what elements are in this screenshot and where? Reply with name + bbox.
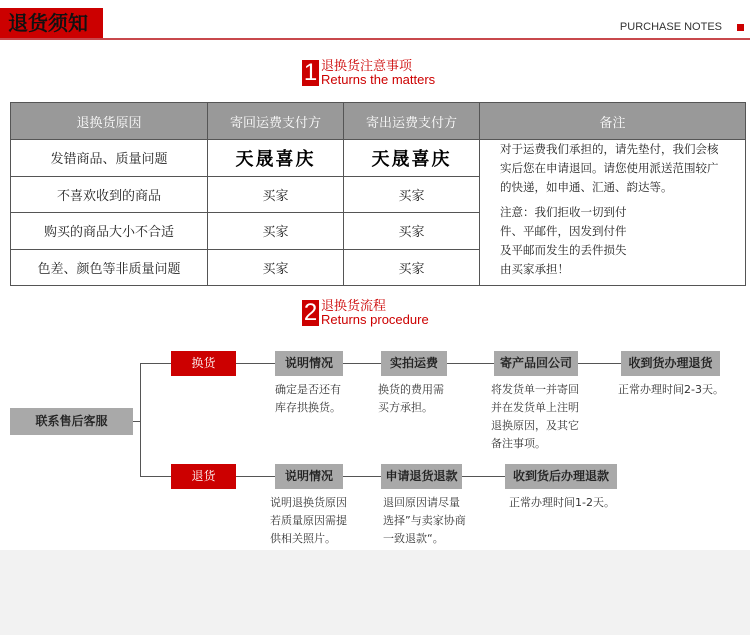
return-payer-cell: 买家 [208,213,344,250]
col-header: 退换货原因 [11,103,208,140]
step-box: 说明情况 [275,464,343,489]
page-title: 退货须知 [0,8,103,39]
table-row [11,140,746,177]
return-payer-cell: 买家 [208,176,344,213]
step-desc: 说明退换货原因若质量原因需提供相关照片。 [270,496,347,545]
send-payer-cell: 买家 [344,249,480,286]
reason-cell: 购买的商品大小不合适 [11,213,208,250]
send-payer-cell: 天晟喜庆 [344,140,480,177]
send-payer-cell: 买家 [344,213,480,250]
step-box: 实拍运费 [381,351,447,376]
footer-area [0,550,750,635]
return-payer-cell: 买家 [208,249,344,286]
send-payer-cell: 买家 [344,176,480,213]
section-title-en: Returns the matters [321,72,436,87]
purchase-notes-label: PURCHASE NOTES [619,21,722,33]
step-desc: 正常办理时间1-2天。 [509,496,615,509]
step-desc: 确定是否还有库存拱换货。 [275,383,341,414]
col-header: 寄出运费支付方 [344,103,480,140]
section-title-en: Returns procedure [321,312,429,327]
section-title-cn: 退换货流程 [321,298,387,313]
section-number: 2 [303,299,318,326]
exchange-box: 换货 [171,351,236,376]
section-number: 1 [303,59,318,86]
step-desc: 退回原因请尽量选择”与卖家协商一致退款“。 [383,496,466,545]
square-icon [737,24,744,31]
step-box: 说明情况 [275,351,343,376]
header-divider [0,38,750,40]
returns-table [10,102,746,286]
reason-cell: 发错商品、质量问题 [11,140,208,177]
step-desc: 将发货单一并寄回并在发货单上注明退换原因，及其它备注事项。 [491,383,579,450]
step-box: 收到货后办理退款 [505,464,617,489]
reason-cell: 不喜欢收到的商品 [11,176,208,213]
notes-cell [480,140,746,286]
contact-service-box: 联系售后客服 [10,408,133,435]
step-box: 申请退货退款 [381,464,462,489]
connector-line [140,363,141,477]
table-header-row [11,103,746,140]
reason-cell: 色差、颜色等非质量问题 [11,249,208,286]
col-header: 寄回运费支付方 [208,103,344,140]
note-text: 对于运费我们承担的，请先垫付，我们会核实后您在申请退回。请您使用派送范围较广的快递，如申通、汇通、韵达等。 [500,142,719,194]
col-header: 备注 [480,103,746,140]
section-2-heading [302,299,429,327]
step-desc: 正常办理时间2-3天。 [618,383,724,396]
step-box: 收到货办理退货 [621,351,720,376]
step-box: 寄产品回公司 [494,351,578,376]
note-warning: 注意：我们拒收一切到付件、平邮件，因发到付件及平邮而发生的丢件损失由买家承担！ [500,205,627,276]
return-payer-cell: 天晟喜庆 [208,140,344,177]
section-1-heading [302,59,435,87]
step-desc: 换货的费用需买方承担。 [378,383,444,414]
refund-box: 退货 [171,464,236,489]
section-title-cn: 退换货注意事项 [321,58,413,73]
